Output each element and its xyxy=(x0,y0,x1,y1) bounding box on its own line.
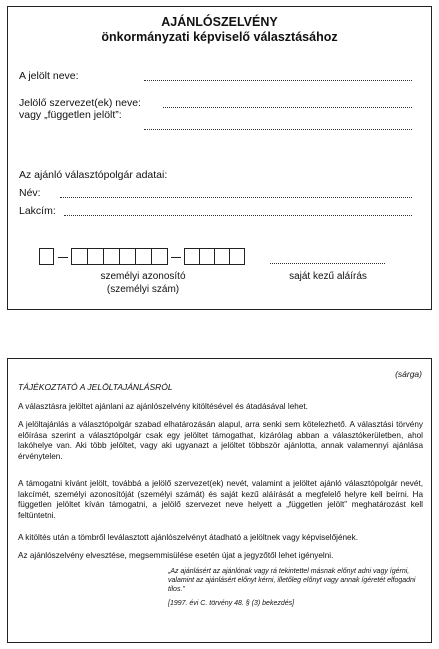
candidate-name-field[interactable] xyxy=(144,80,412,81)
legal-quote: „Az ajánlásért az ajánlónak vagy rá tekintettel másnak előnyt adni vagy ígérni, valamint az ajánlásért előnyt kérni, illetőleg előnyt vagy annak ígéretét elfogadni tilos.” xyxy=(168,568,416,594)
id-digit-box[interactable] xyxy=(71,248,88,265)
id-digit-box[interactable] xyxy=(119,248,136,265)
id-digit-box[interactable] xyxy=(87,248,104,265)
info-paragraph-2: A jelöltajánlás a választópolgár szabad elhatározásán alapul, arra senki sem kötelezhető. A választási törvény előírása szerint a választópolgár csak egy jelöltet támogathat, kizárólag abban a választókerületben, ahol lakóhelye van. Aki több jelöltet, vagy aki ugyanazt a jelöltet többször ajánlotta, annak valamennyi ajánlása érvénytelen. xyxy=(18,420,423,461)
form-subtitle: önkormányzati képviselő választásához xyxy=(101,30,338,44)
id-separator xyxy=(171,257,181,258)
id-digit-box[interactable] xyxy=(199,248,215,265)
voter-address-field[interactable] xyxy=(64,215,412,216)
color-tag: (sárga) xyxy=(395,369,422,379)
org-name-field-line2[interactable] xyxy=(144,129,412,130)
candidate-name-label: A jelölt neve: xyxy=(19,70,79,82)
form-title: AJÁNLÓSZELVÉNY xyxy=(161,15,278,29)
voter-section-label: Az ajánló választópolgár adatai: xyxy=(19,169,168,181)
id-digit-box[interactable] xyxy=(39,248,54,265)
info-paragraph-1: A választásra jelöltet ajánlani az ajánlószelvény kitöltésével és átadásával lehet. xyxy=(18,402,308,411)
info-paragraph-4: A kitöltés után a tömbről leválasztott ajánlószelvényt átadható a jelöltnek vagy képviselőjének. xyxy=(18,533,358,542)
org-label-line2: vagy „független jelölt”: xyxy=(19,109,122,121)
info-paragraph-3: A támogatni kívánt jelölt, továbbá a jelölő szervezet(ek) nevét, valamint a jelöltet ajánló választópolgár nevét, lakcímét, személyi azonosítóját (személyi számát) és saját kezű aláírását a megfelelő helyre kell beírni. Ha független jelöltet kíván támogatni, a jelölő szervezet neve helyett a „független jelölt” meghatározást kell feltüntetni. xyxy=(18,479,423,520)
id-digit-box[interactable] xyxy=(214,248,230,265)
voter-address-label: Lakcím: xyxy=(19,205,56,217)
id-caption-line2: (személyi szám) xyxy=(106,284,180,295)
id-digit-box[interactable] xyxy=(103,248,120,265)
id-digit-box[interactable] xyxy=(135,248,152,265)
info-paragraph-5: Az ajánlószelvény elvesztése, megsemmisülése esetén újat a jegyzőtől lehet igényelni. xyxy=(18,551,334,560)
signature-caption: saját kezű aláírás xyxy=(289,271,367,282)
id-separator xyxy=(58,257,68,258)
information-notice xyxy=(7,358,432,643)
org-name-field-line1[interactable] xyxy=(163,107,412,108)
id-digit-box[interactable] xyxy=(151,248,168,265)
org-label-line1: Jelölő szervezet(ek) neve: xyxy=(19,97,141,109)
id-digit-box[interactable] xyxy=(229,248,245,265)
info-heading: TÁJÉKOZTATÓ A JELÖLTAJÁNLÁSRÓL xyxy=(18,382,173,392)
voter-name-field[interactable] xyxy=(60,197,412,198)
voter-name-label: Név: xyxy=(19,187,41,199)
signature-field[interactable] xyxy=(270,263,385,264)
id-caption-line1: személyi azonosító xyxy=(100,271,186,282)
recommendation-slip xyxy=(7,6,432,310)
legal-citation: [1997. évi C. törvény 48. § (3) bekezdés] xyxy=(168,600,295,607)
id-digit-box[interactable] xyxy=(184,248,200,265)
